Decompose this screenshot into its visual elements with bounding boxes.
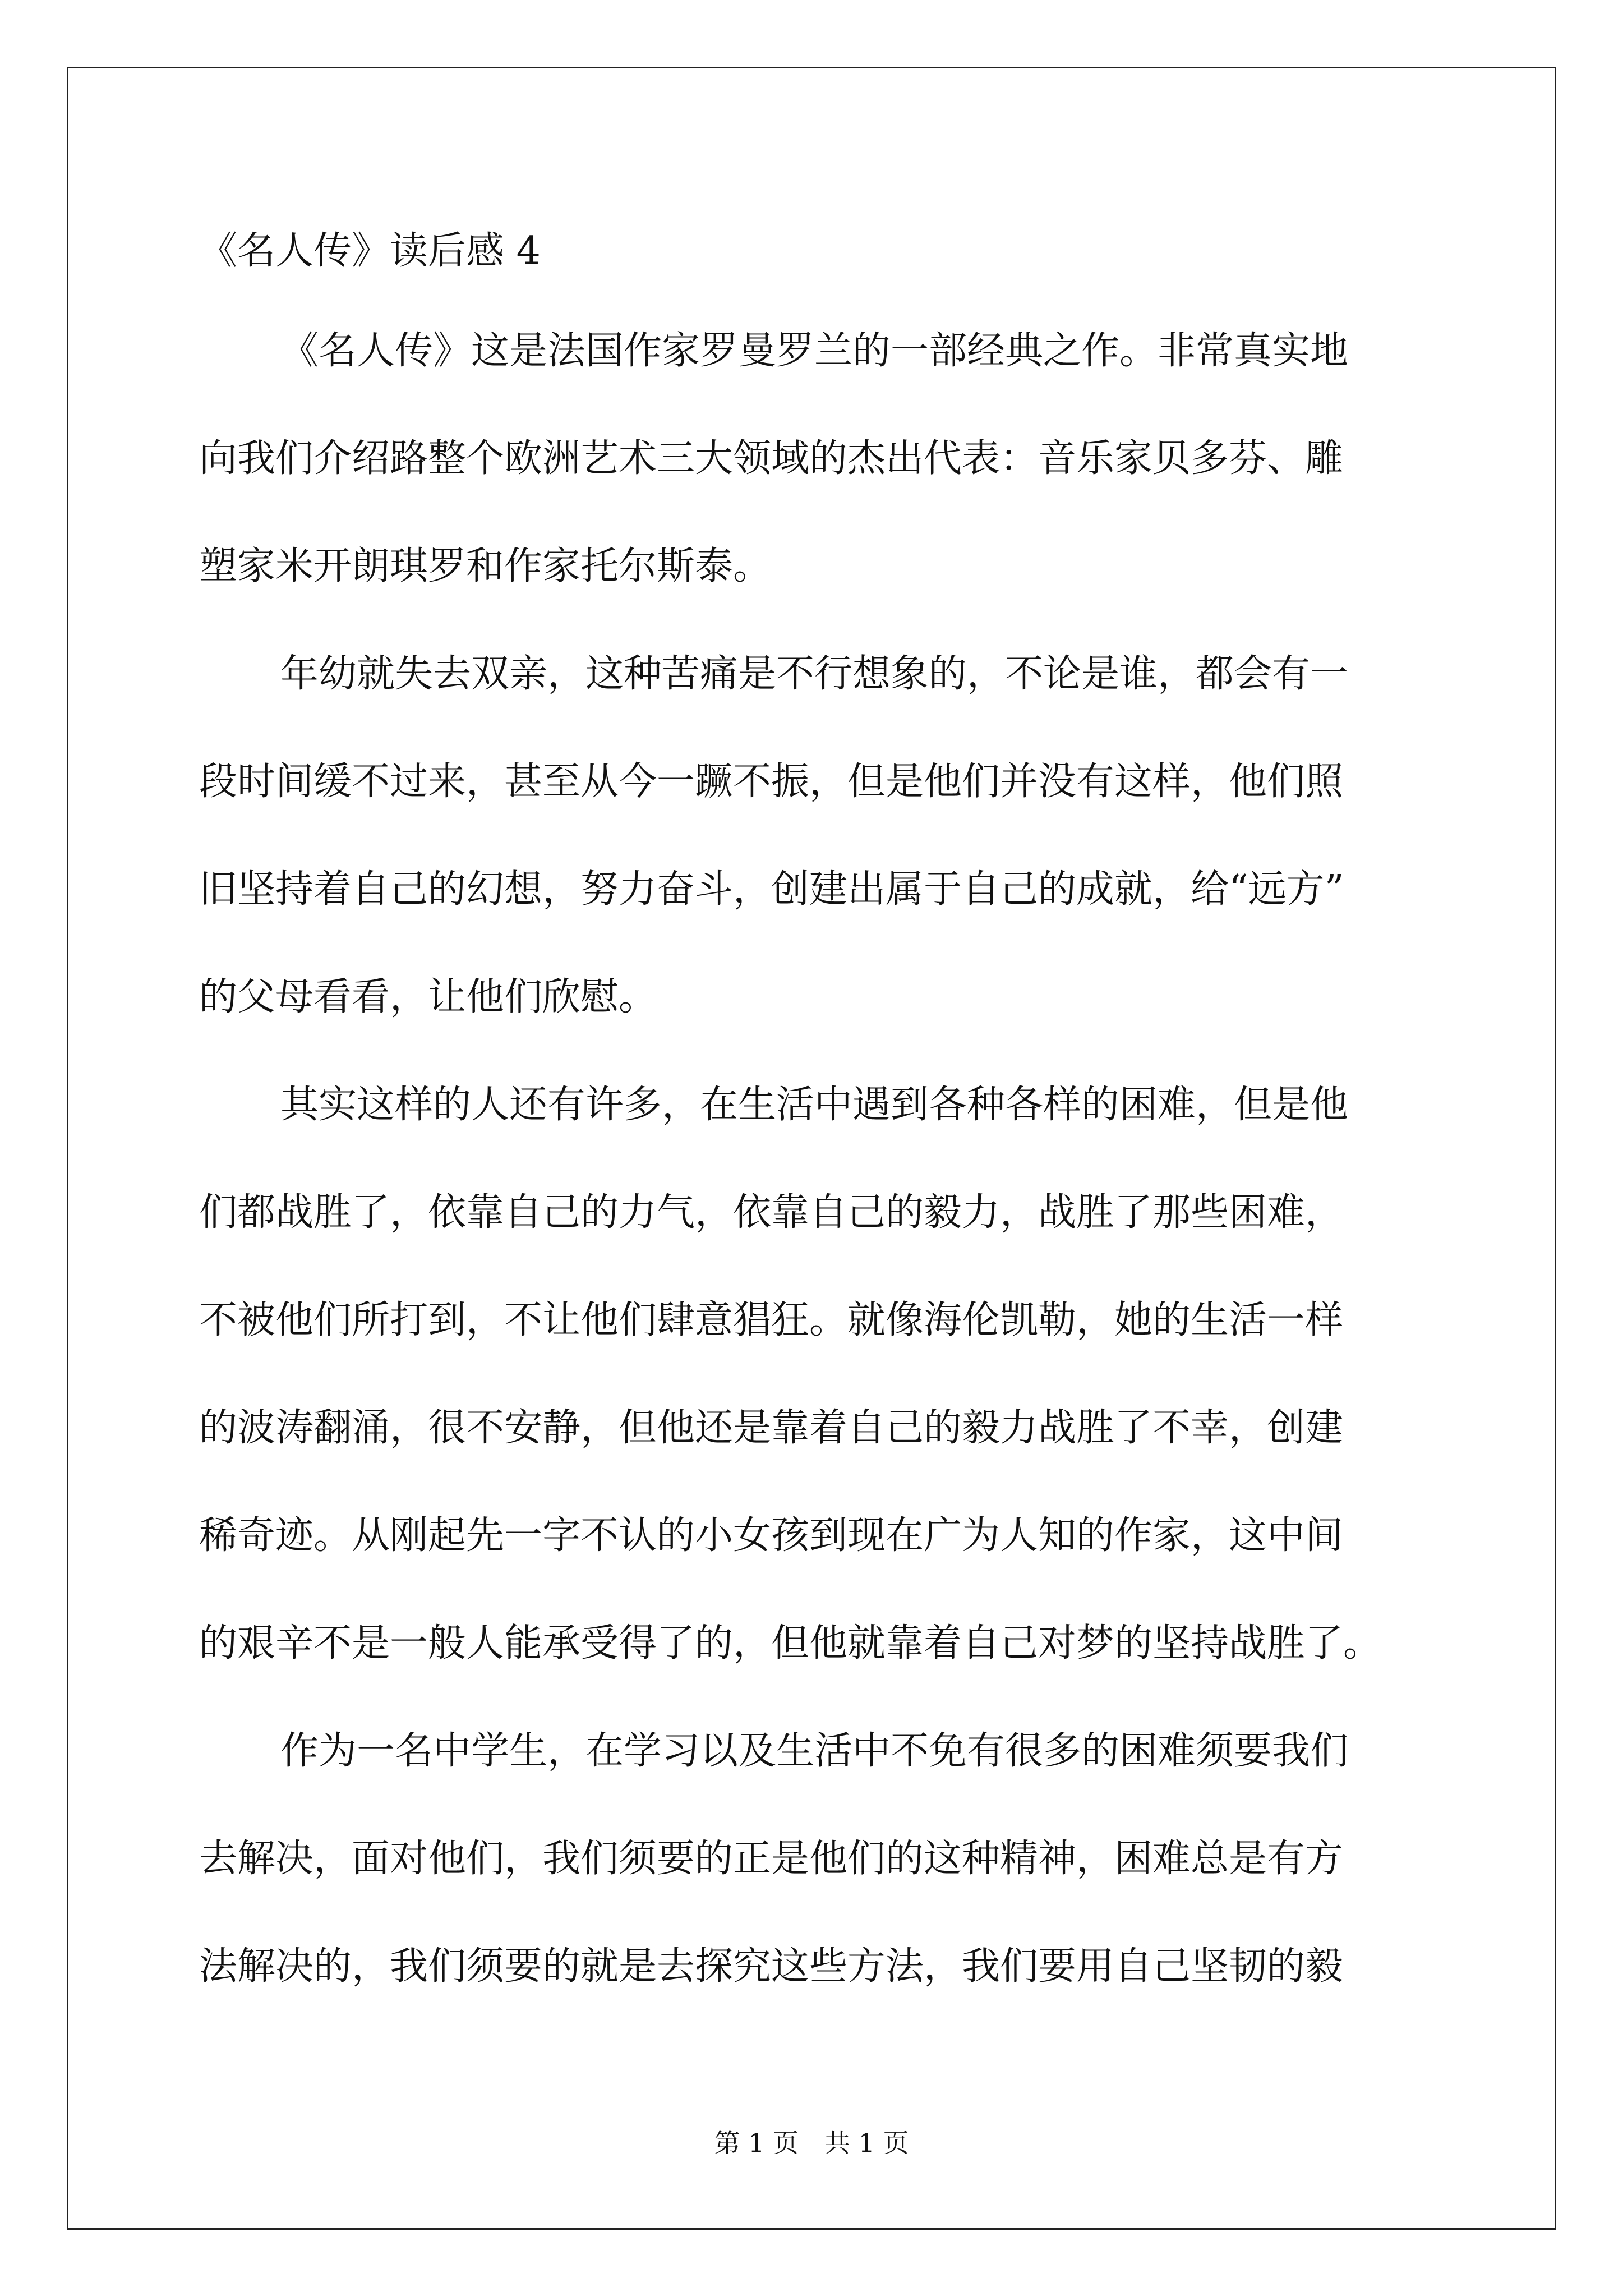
text-line: 段时间缓不过来，甚至从今一蹶不振，但是他们并没有这样，他们照 (199, 760, 1344, 804)
text-line: 去解决，面对他们，我们须要的正是他们的这种精神，困难总是有方 (199, 1837, 1344, 1881)
paragraph-3 (199, 1051, 1433, 1697)
paragraph-1 (199, 297, 1433, 620)
text-line: 旧坚持着自己的幻想，努力奋斗，创建出属于自己的成就，给“远方” (199, 867, 1344, 912)
text-line: 其实这样的人还有许多，在生活中遇到各种各样的困难，但是他 (280, 1083, 1349, 1127)
total-pages: 共 1 页 (824, 2128, 909, 2158)
document-title: 《名人传》读后感 4 (199, 229, 541, 273)
text-line: 作为一名中学生，在学习以及生活中不免有很多的困难须要我们 (280, 1729, 1349, 1773)
text-line: 塑家米开朗琪罗和作家托尔斯泰。 (199, 544, 772, 588)
text-line: 不被他们所打到，不让他们肆意猖狂。就像海伦凯勒，她的生活一样 (199, 1298, 1344, 1342)
text-line: 们都战胜了，依靠自己的力气，依靠自己的毅力，战胜了那些困难， (199, 1190, 1344, 1235)
text-line: 《名人传》这是法国作家罗曼罗兰的一部经典之作。非常真实地 (280, 329, 1349, 373)
text-line: 的父母看看，让他们欣慰。 (199, 975, 657, 1019)
text-line: 年幼就失去双亲，这种苦痛是不行想象的，不论是谁，都会有一 (280, 652, 1349, 696)
paragraph-2 (199, 620, 1433, 1051)
page-number: 第 1 页 (714, 2128, 799, 2158)
paragraph-4 (199, 1697, 1433, 2021)
text-line: 法解决的，我们须要的就是去探究这些方法，我们要用自己坚韧的毅 (199, 1944, 1344, 1989)
text-line: 的艰辛不是一般人能承受得了的，但他就靠着自己对梦的坚持战胜了。 (199, 1621, 1382, 1665)
document-body (199, 297, 1433, 2021)
page-footer (0, 2126, 1623, 2160)
text-line: 稀奇迹。从刚起先一字不认的小女孩到现在广为人知的作家，这中间 (199, 1513, 1344, 1558)
text-line: 向我们介绍路整个欧洲艺术三大领域的杰出代表：音乐家贝多芬、雕 (199, 436, 1344, 481)
text-line: 的波涛翻涌，很不安静，但他还是靠着自己的毅力战胜了不幸，创建 (199, 1406, 1344, 1450)
